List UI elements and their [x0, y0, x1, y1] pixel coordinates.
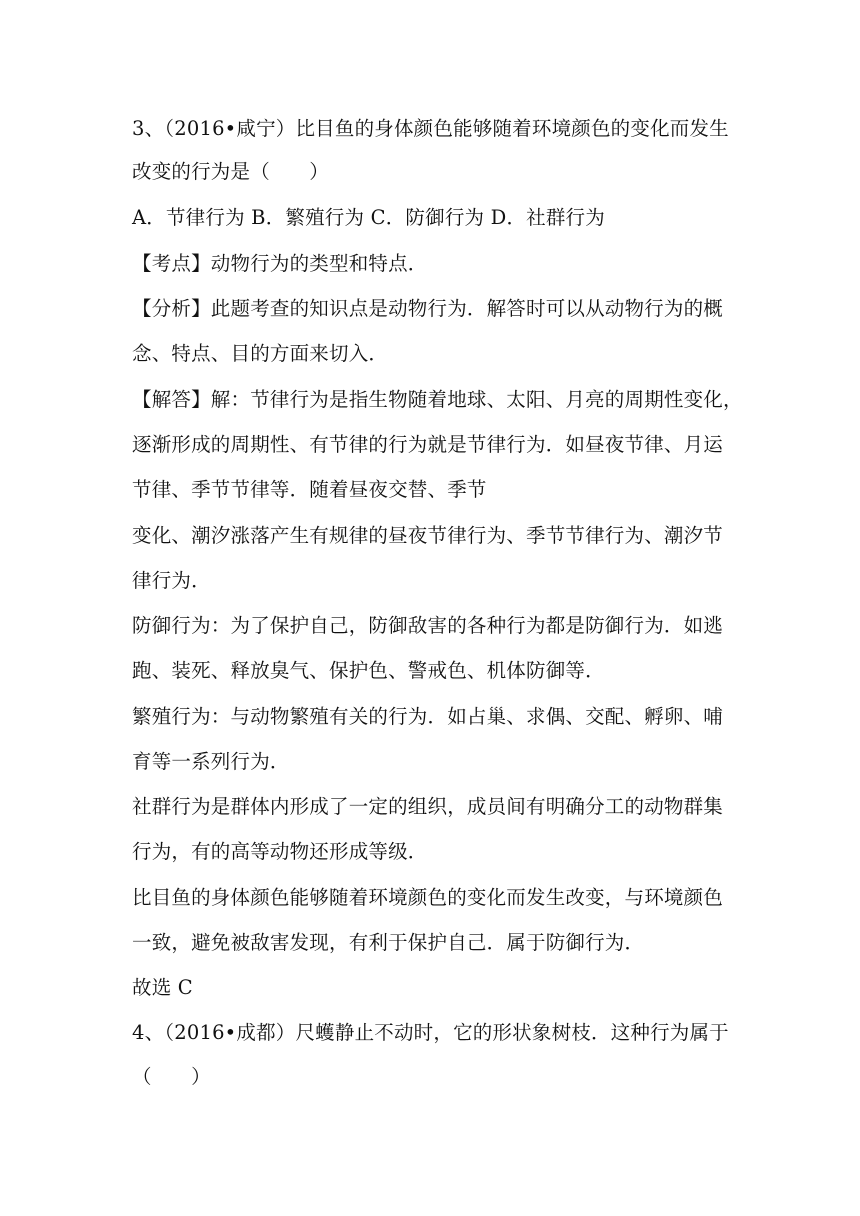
question-4-stem-line-1: 4、（2016•成都）尺蠖静止不动时，它的形状象树枝．这种行为属于: [132, 1021, 729, 1044]
social-behavior-line-2: 行为，有的高等动物还形成等级．: [132, 840, 428, 863]
kaodian-line: 【考点】动物行为的类型和特点．: [132, 252, 428, 275]
defense-behavior-line-1: 防御行为：为了保护自己，防御敌害的各种行为都是防御行为．如逃: [132, 614, 724, 637]
question-3-options: A．节律行为 B．繁殖行为 C．防御行为 D．社群行为: [132, 206, 605, 229]
jieda-line-2: 逐渐形成的周期性、有节律的行为就是节律行为．如昼夜节律、月运: [132, 433, 724, 456]
fenxi-line-2: 念、特点、目的方面来切入．: [132, 342, 389, 365]
jieda-line-5: 律行为．: [132, 569, 211, 592]
conclusion-line-1: 比目鱼的身体颜色能够随着环境颜色的变化而发生改变，与环境颜色: [132, 886, 724, 909]
question-3-stem-line-2: 改变的行为是（ ）: [132, 160, 330, 183]
social-behavior-line-1: 社群行为是群体内形成了一定的组织，成员间有明确分工的动物群集: [132, 795, 724, 818]
conclusion-line-2: 一致，避免被敌害发现，有利于保护自己．属于防御行为．: [132, 931, 645, 954]
question-3-stem-line-1: 3、（2016•咸宁）比目鱼的身体颜色能够随着环境颜色的变化而发生: [132, 117, 729, 140]
fenxi-line-1: 【分析】此题考查的知识点是动物行为．解答时可以从动物行为的概: [132, 297, 724, 320]
jieda-line-4: 变化、潮汐涨落产生有规律的昼夜节律行为、季节节律行为、潮汐节: [132, 524, 724, 547]
answer-line: 故选 C: [132, 976, 193, 999]
jieda-line-3: 节律、季节节律等．随着昼夜交替、季节: [132, 478, 487, 501]
reproduction-behavior-line-2: 育等一系列行为．: [132, 750, 290, 773]
reproduction-behavior-line-1: 繁殖行为：与动物繁殖有关的行为．如占巢、求偶、交配、孵卵、哺: [132, 705, 724, 728]
jieda-line-1: 【解答】解：节律行为是指生物随着地球、太阳、月亮的周期性变化，: [132, 388, 743, 411]
defense-behavior-line-2: 跑、装死、释放臭气、保护色、警戒色、机体防御等．: [132, 659, 605, 682]
question-4-stem-line-2: （ ）: [132, 1065, 211, 1088]
